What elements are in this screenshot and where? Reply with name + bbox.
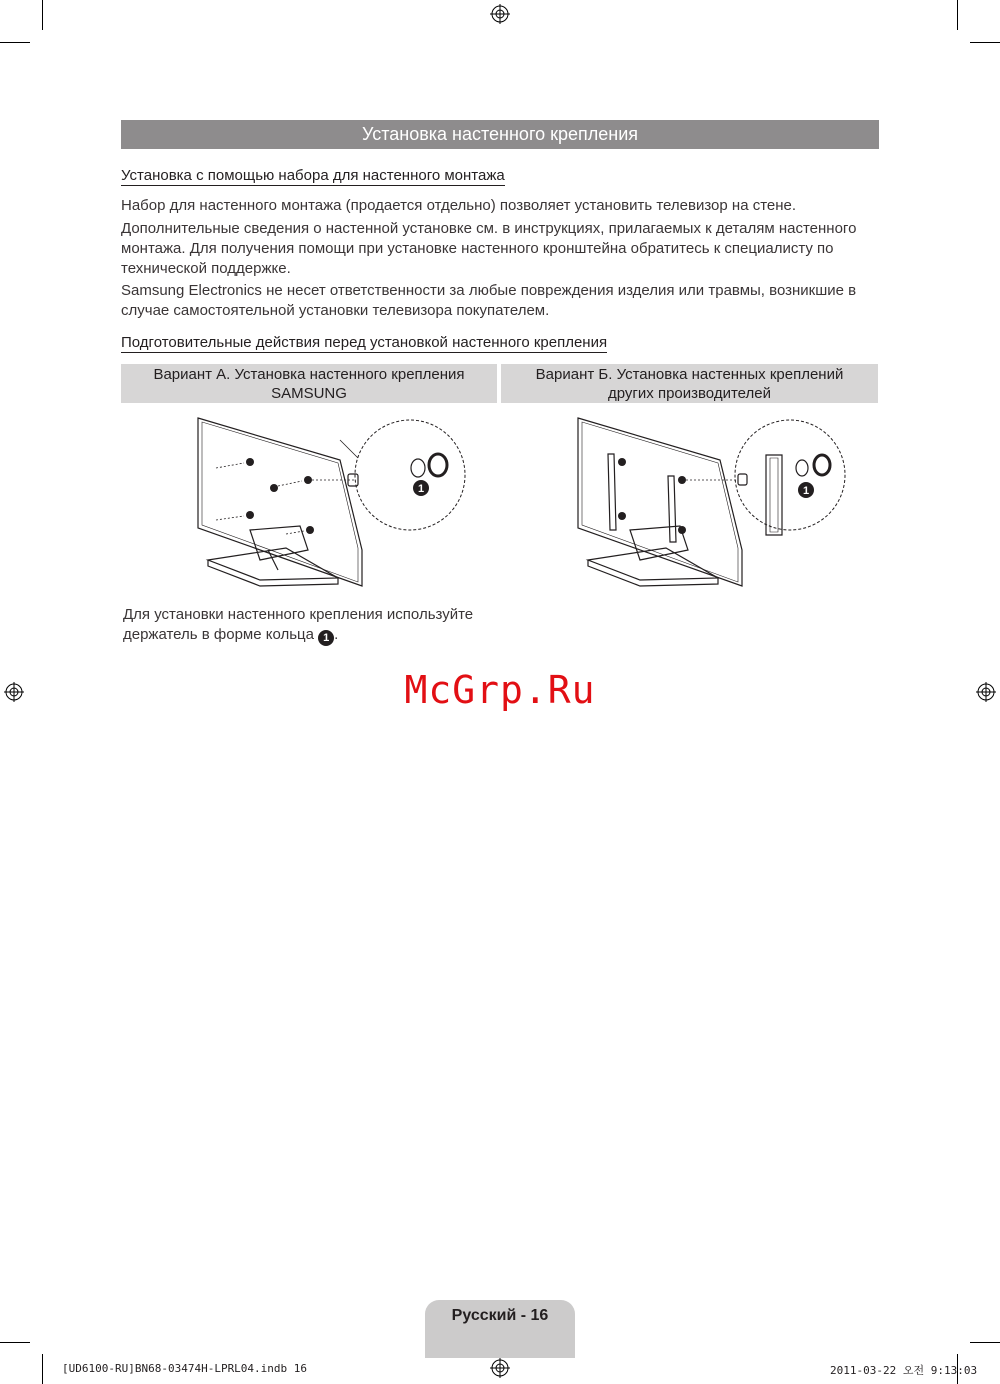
paragraph-disclaimer [121, 281, 881, 321]
variant-a-header [121, 364, 497, 403]
crop-mark [0, 1342, 30, 1343]
illustration-caption [123, 605, 503, 646]
variant-a-line: Вариант А. Установка настенного крепления [153, 366, 465, 383]
watermark: McGrp.Ru [404, 668, 596, 712]
callout-number-1: 1 [417, 483, 425, 495]
paragraph-line: случае самостоятельной установки телевизора покупателем. [121, 302, 550, 319]
crop-mark [970, 42, 1000, 43]
variant-b-line: других производителей [608, 385, 771, 402]
variant-a-line: SAMSUNG [271, 385, 347, 402]
variant-b-line: Вариант Б. Установка настенных креплений [535, 366, 844, 383]
caption-line: Для установки настенного крепления используйте [123, 606, 474, 623]
paragraph-line: технической поддержке. [121, 260, 291, 277]
variant-b-header [501, 364, 878, 403]
paragraph-line: Samsung Electronics не несет ответственности за любые повреждения изделия или травмы, возникшие в [121, 282, 857, 299]
crop-mark [42, 0, 43, 30]
subsection-heading-wall-mount-kit: Установка с помощью набора для настенного монтажа [121, 167, 505, 184]
crop-mark [0, 42, 30, 43]
subsection-heading-preparation: Подготовительные действия перед установкой настенного крепления [121, 334, 608, 351]
registration-mark-icon [490, 1358, 510, 1378]
callout-badge: 1 [318, 630, 334, 646]
crop-mark [957, 0, 958, 30]
callout-number-1: 1 [802, 485, 810, 497]
footer-file-name: [UD6100-RU]BN68-03474H-LPRL04.indb 16 [62, 1362, 308, 1375]
paragraph-line: монтажа. Для получения помощи при установке настенного кронштейна обратитесь к специалисту по [121, 240, 834, 257]
page-number-tab [425, 1300, 575, 1358]
paragraph-additional-info [121, 219, 881, 279]
crop-mark [42, 1354, 43, 1384]
footer-timestamp: 2011-03-22 오전 9:13:03 [830, 1364, 978, 1377]
crop-mark [970, 1342, 1000, 1343]
paragraph-kit-intro: Набор для настенного монтажа (продается отдельно) позволяет установить телевизор на стене. [121, 197, 797, 214]
section-title: Установка настенного крепления [121, 120, 879, 149]
caption-period: . [334, 626, 339, 643]
paragraph-line: Дополнительные сведения о настенной установке см. в инструкциях, прилагаемых к деталям настенного [121, 220, 857, 237]
caption-line-2 [123, 625, 503, 646]
caption-text: держатель в форме кольца [123, 626, 314, 643]
tv-wall-mount-illustration-b [570, 410, 850, 595]
registration-mark-icon [490, 4, 510, 24]
page-label: Русский - 16 [451, 1307, 549, 1324]
tv-wall-mount-illustration-a [190, 410, 470, 595]
